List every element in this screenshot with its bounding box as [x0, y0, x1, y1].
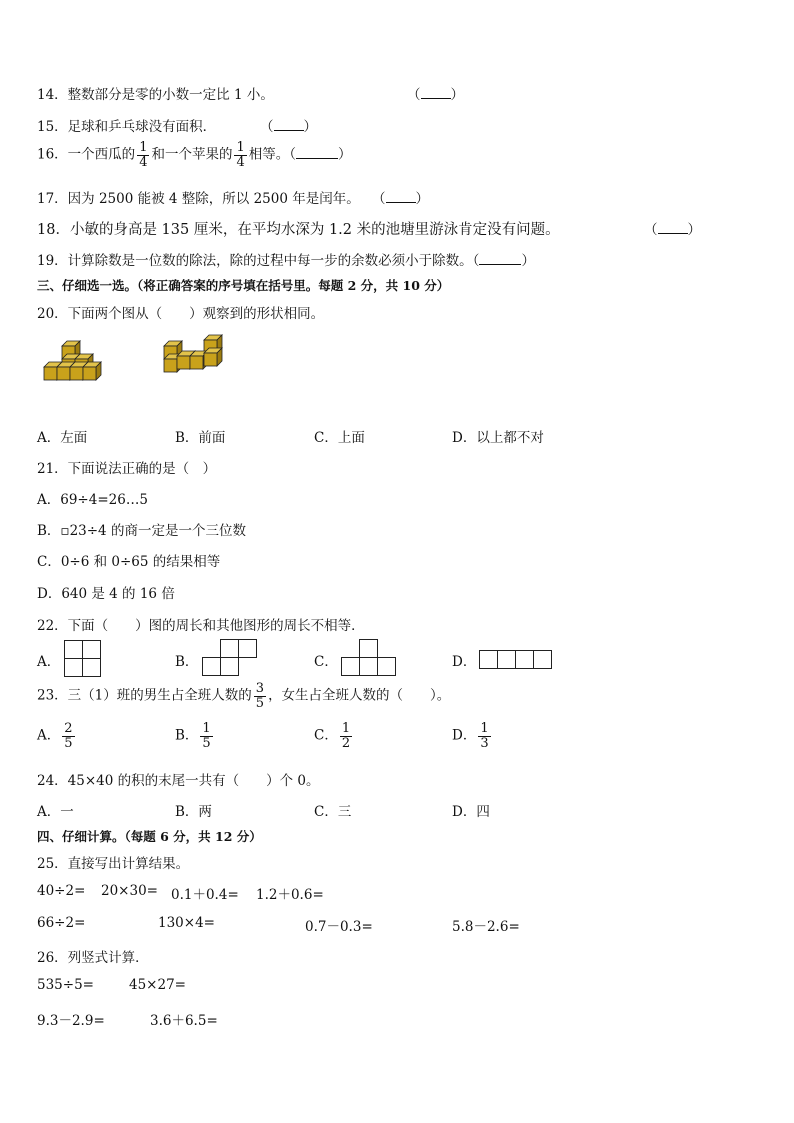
- cube-front: [44, 367, 57, 380]
- q20-option-b[interactable]: B．前面: [175, 430, 226, 446]
- answer-blank-14[interactable]: （ ）: [407, 87, 464, 103]
- q25-item: 0.1＋0.4=: [171, 887, 239, 903]
- section-4-heading: 四、仔细计算。（每题 6 分，共 12 分）: [37, 829, 262, 844]
- q20-option-c[interactable]: C．上面: [314, 430, 365, 446]
- q21-option-a[interactable]: A．69÷4=26…5: [37, 492, 148, 508]
- q22-option-c[interactable]: [314, 650, 338, 670]
- cube-front: [164, 359, 177, 372]
- cube-front: [190, 356, 203, 369]
- cube-front: [204, 353, 217, 366]
- question-14-text: 14．整数部分是零的小数一定比 1 小。: [37, 87, 274, 103]
- q23-option-a[interactable]: A． $\frac{2}{5}$: [37, 721, 73, 751]
- question-25: 25．直接写出计算结果。: [37, 856, 190, 872]
- q22-option-b[interactable]: [175, 650, 198, 670]
- question-16: 16．一个西瓜的 $\frac{1}{4}$ 和一个苹果的 $\frac{1}{4}$ 相等。（ ）: [37, 140, 352, 170]
- q22-option-d[interactable]: [452, 650, 476, 670]
- q22-figure-d: [479, 650, 553, 670]
- fraction: $\frac{1}{4}$: [139, 140, 148, 170]
- question-17: [37, 187, 360, 207]
- question-15-text: 15．足球和乒乓球没有面积．: [37, 119, 217, 135]
- fraction: $\frac{1}{3}$: [480, 721, 489, 751]
- fraction: $\frac{1}{4}$: [236, 140, 245, 170]
- q21-option-b[interactable]: B．▫23÷4 的商一定是一个三位数: [37, 523, 246, 539]
- cube-front: [70, 367, 83, 380]
- option-label: A．: [37, 654, 61, 670]
- question-18-text: 18．小敏的身高是 135 厘米，在平均水深为 1.2 米的池塘里游泳肯定没有问题。: [37, 222, 560, 238]
- question-26: 26．列竖式计算．: [37, 950, 149, 966]
- q26-item: 3.6＋6.5=: [150, 1013, 218, 1029]
- q26-item: 535÷5=: [37, 977, 94, 993]
- q25-item: 1.2＋0.6=: [256, 887, 324, 903]
- question-23: 23．三（1）班的男生占全班人数的 $\frac{3}{5}$ ，女生占全班人数的（ ）。: [37, 681, 451, 711]
- answer-blank-17[interactable]: （ ）: [372, 191, 429, 207]
- q22-figure-b: [202, 639, 260, 679]
- section-3-heading: 三、仔细选一选。（将正确答案的序号填在括号里。每题 2 分，共 10 分）: [37, 278, 450, 293]
- q25-item: 20×30=: [101, 883, 158, 899]
- q23-option-d[interactable]: D． $\frac{1}{3}$: [452, 721, 489, 751]
- q25-item: 66÷2=: [37, 915, 86, 931]
- cube-front: [83, 367, 96, 380]
- option-label: C．: [314, 654, 338, 670]
- fraction: $\frac{1}{2}$: [341, 721, 351, 751]
- q20-option-a[interactable]: A．左面: [37, 430, 88, 446]
- q26-item: 45×27=: [129, 977, 186, 993]
- question-17-text: 17．因为 2500 能被 4 整除，所以 2500 年是闰年。: [37, 191, 360, 207]
- q24-option-a[interactable]: A．一: [37, 804, 74, 820]
- cube-figure-right: [162, 334, 226, 380]
- answer-blank-15[interactable]: （ ）: [260, 119, 317, 135]
- q25-item: 130×4=: [158, 915, 215, 931]
- q24-option-c[interactable]: C．三: [314, 804, 352, 820]
- q22-figure-a: [64, 640, 102, 678]
- q20-option-d[interactable]: D．以上都不对: [452, 430, 544, 446]
- question-15: [37, 115, 216, 135]
- option-label: D．: [452, 654, 477, 670]
- cube-front: [177, 356, 190, 369]
- q22-option-a[interactable]: [37, 650, 60, 670]
- q21-option-d[interactable]: D．640 是 4 的 16 倍: [37, 586, 175, 602]
- q22-figure-c: [341, 639, 399, 679]
- q26-item: 9.3－2.9=: [37, 1013, 105, 1029]
- answer-blank-19[interactable]: [479, 252, 521, 265]
- q25-item: 40÷2=: [37, 883, 86, 899]
- question-14: [37, 83, 274, 103]
- fraction: $\frac{2}{5}$: [64, 721, 73, 751]
- question-19: 19．计算除数是一位数的除法，除的过程中每一步的余数必须小于除数。（ ）: [37, 253, 535, 269]
- question-18: [37, 218, 560, 239]
- cube-front: [57, 367, 70, 380]
- option-label: B．: [175, 654, 199, 670]
- fraction: $\frac{1}{5}$: [202, 721, 211, 751]
- question-21: 21．下面说法正确的是（ ）: [37, 461, 217, 477]
- q23-option-b[interactable]: B． $\frac{1}{5}$: [175, 721, 211, 751]
- q23-option-c[interactable]: C． $\frac{1}{2}$: [314, 721, 351, 751]
- q25-item: 0.7－0.3=: [305, 919, 373, 935]
- q24-option-b[interactable]: B．两: [175, 804, 212, 820]
- cube-figure-left: [42, 338, 104, 382]
- q21-option-c[interactable]: C．0÷6 和 0÷65 的结果相等: [37, 554, 221, 570]
- question-24: 24．45×40 的积的末尾一共有（ ）个 0。: [37, 773, 320, 789]
- answer-blank-16[interactable]: [296, 146, 338, 159]
- q24-option-d[interactable]: D．四: [452, 804, 490, 820]
- question-22: 22．下面（ ）图的周长和其他图形的周长不相等．: [37, 618, 365, 634]
- q25-item: 5.8－2.6=: [452, 919, 520, 935]
- question-20: 20．下面两个图从（ ）观察到的形状相同。: [37, 306, 325, 322]
- fraction: $\frac{3}{5}$: [255, 681, 265, 711]
- answer-blank-18[interactable]: （ ）: [644, 222, 701, 238]
